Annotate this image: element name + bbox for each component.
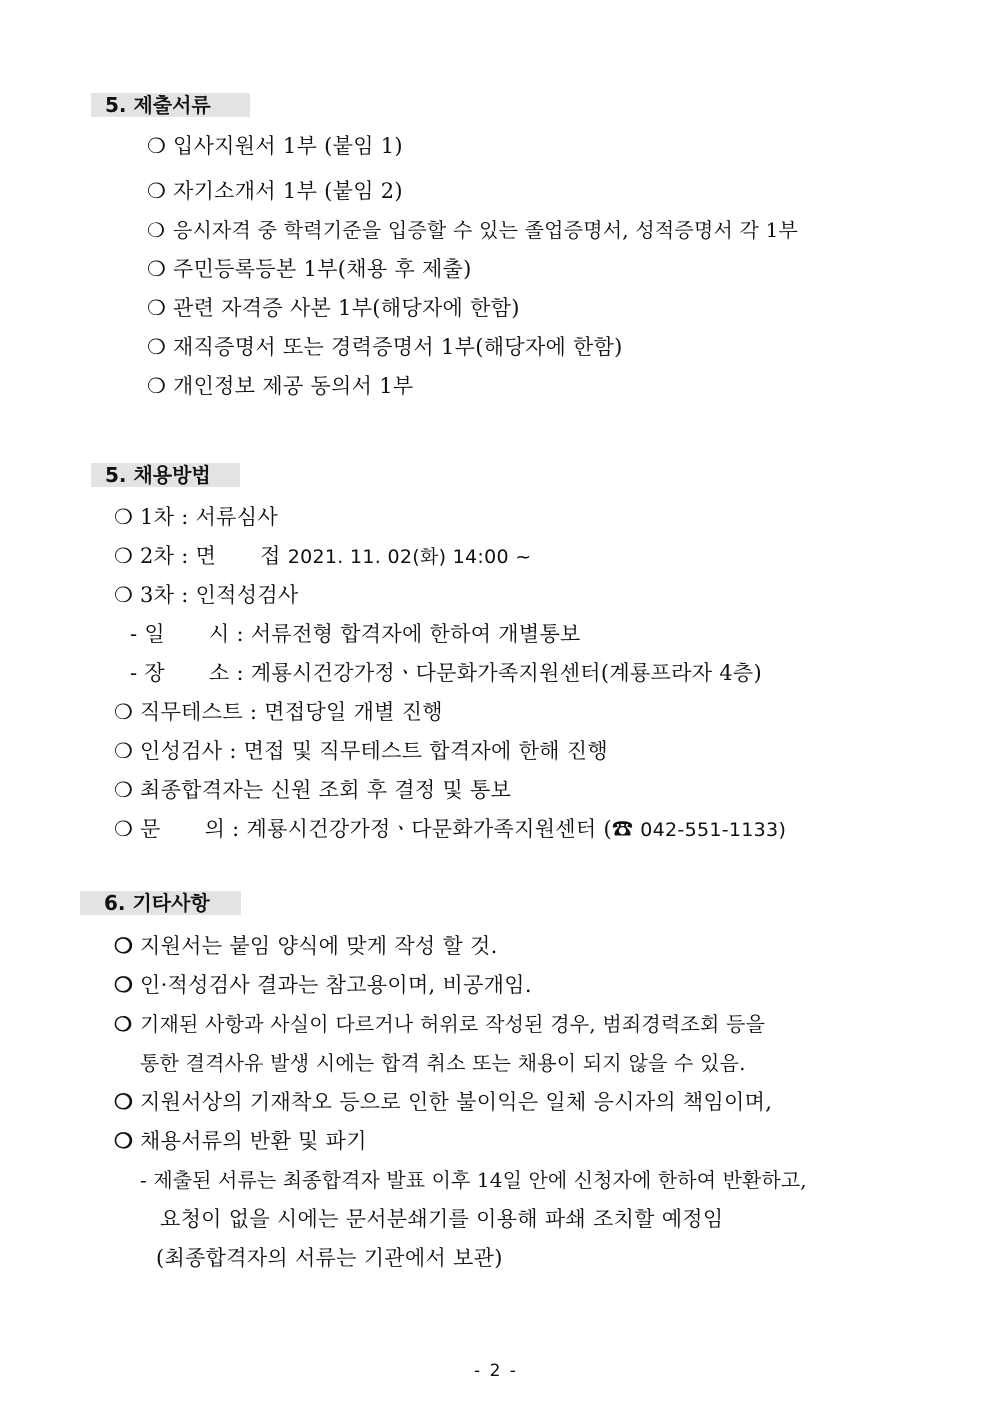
circle-bullet-icon: ❍	[114, 583, 134, 607]
circle-bullet-icon: ❍	[147, 335, 167, 359]
etc-sub-item-continuation: 요청이 없을 시에는 문서분쇄기를 이용해 파쇄 조치할 예정임	[160, 1207, 724, 1231]
method-sub-item: - 일 시 : 서류전형 합격자에 한하여 개별통보	[130, 622, 581, 646]
circle-bullet-icon: ❍	[114, 700, 134, 724]
circle-bullet-icon: ❍	[114, 972, 134, 997]
doc-item: ❍ 입사지원서 1부 (붙임 1)	[147, 134, 403, 158]
etc-item: ❍ 인·적성검사 결과는 참고용이며, 비공개임.	[114, 972, 532, 997]
circle-bullet-icon: ❍	[114, 544, 134, 568]
circle-bullet-icon: ❍	[114, 739, 134, 763]
circle-bullet-icon: ❍	[114, 505, 134, 529]
circle-bullet-icon: ❍	[114, 1089, 134, 1114]
section-heading-method: 5. 채용방법	[91, 463, 240, 487]
etc-item: ❍ 채용서류의 반환 및 파기	[114, 1128, 367, 1153]
doc-item: ❍ 자기소개서 1부 (붙임 2)	[147, 179, 403, 203]
page-number: - 2 -	[474, 1361, 518, 1381]
method-item: ❍ 최종합격자는 신원 조회 후 결정 및 통보	[114, 778, 512, 802]
circle-bullet-icon: ❍	[147, 179, 167, 203]
circle-bullet-icon: ❍	[147, 134, 167, 158]
etc-item: ❍ 기재된 사항과 사실이 다르거나 허위로 작성된 경우, 범죄경력조회 등을	[114, 1012, 766, 1036]
circle-bullet-icon: ❍	[114, 1012, 133, 1036]
etc-item: ❍ 지원서상의 기재착오 등으로 인한 불이익은 일체 응시자의 책임이며,	[114, 1089, 773, 1114]
circle-bullet-icon: ❍	[147, 374, 167, 398]
method-item: ❍ 직무테스트 : 면접당일 개별 진행	[114, 700, 443, 724]
doc-item: ❍ 개인정보 제공 동의서 1부	[147, 374, 414, 398]
doc-item: ❍ 응시자격 중 학력기준을 입증할 수 있는 졸업증명서, 성적증명서 각 1부	[147, 218, 799, 242]
section-heading-documents: 5. 제출서류	[91, 93, 250, 117]
etc-sub-item: - 제출된 서류는 최종합격자 발표 이후 14일 안에 신청자에 한하여 반환하고,	[140, 1168, 807, 1192]
circle-bullet-icon: ❍	[114, 778, 134, 802]
method-item: ❍ 1차 : 서류심사	[114, 505, 278, 529]
doc-item: ❍ 관련 자격증 사본 1부(해당자에 한함)	[147, 296, 520, 320]
method-item-contact: ❍ 문 의 : 계룡시건강가정ㆍ다문화가족지원센터 (☎ 042-551-1133)	[114, 817, 787, 841]
doc-item: ❍ 주민등록등본 1부(채용 후 제출)	[147, 257, 472, 281]
etc-sub-item-continuation: (최종합격자의 서류는 기관에서 보관)	[156, 1246, 503, 1270]
circle-bullet-icon: ❍	[147, 218, 166, 242]
method-sub-item: - 장 소 : 계룡시건강가정ㆍ다문화가족지원센터(계룡프라자 4층)	[130, 661, 763, 685]
etc-item: ❍ 지원서는 붙임 양식에 맞게 작성 할 것.	[114, 933, 498, 958]
circle-bullet-icon: ❍	[114, 933, 134, 958]
method-item: ❍ 3차 : 인적성검사	[114, 583, 299, 607]
phone-icon: ☎	[611, 817, 634, 841]
circle-bullet-icon: ❍	[147, 296, 167, 320]
method-item: ❍ 인성검사 : 면접 및 직무테스트 합격자에 한해 진행	[114, 739, 608, 763]
doc-item: ❍ 재직증명서 또는 경력증명서 1부(해당자에 한함)	[147, 335, 623, 359]
method-item: ❍ 2차 : 면 접 2021. 11. 02(화) 14:00 ~	[114, 544, 532, 568]
circle-bullet-icon: ❍	[147, 257, 167, 281]
etc-item-continuation: 통한 결격사유 발생 시에는 합격 취소 또는 채용이 되지 않을 수 있음.	[140, 1051, 746, 1075]
circle-bullet-icon: ❍	[114, 1128, 134, 1153]
section-heading-etc: 6. 기타사항	[80, 891, 241, 915]
circle-bullet-icon: ❍	[114, 817, 134, 841]
